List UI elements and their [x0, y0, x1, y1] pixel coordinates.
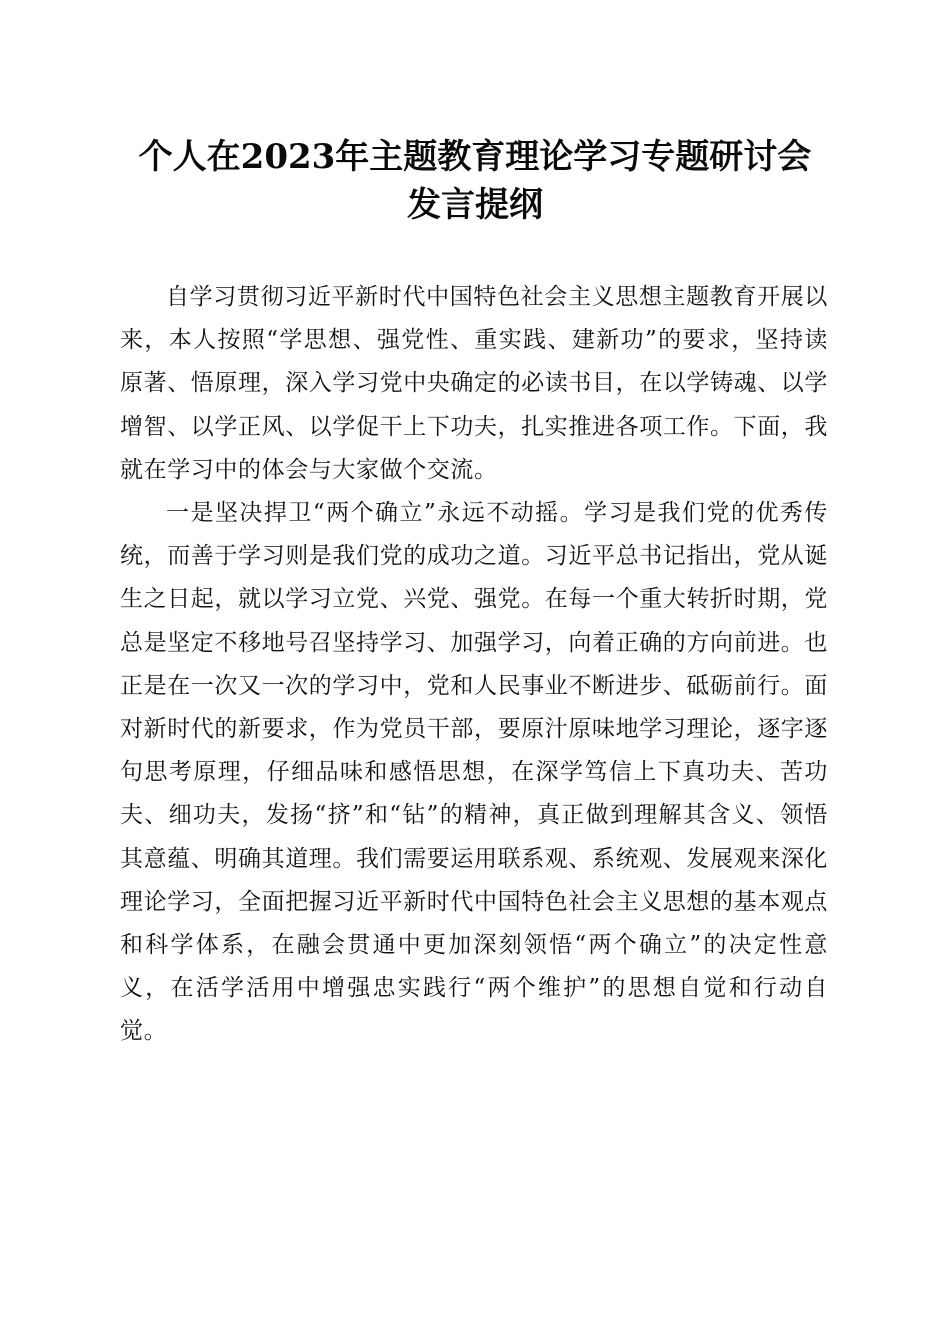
- paragraph-point-one: [120, 492, 828, 1054]
- paragraph-text: 学习是我们党的优秀传统，而善于学习则是我们党的成功之道。习近平总书记指出，党从诞生之日起，就以学习立党、兴党、强党。在每一个重大转折时期，党总是坚定不移地号召坚持学习、加强学习，向着正确的方向前进。也正是在一次又一次的学习中，党和人民事业不断进步、砥砺前行。面对新时代的新要求，作为党员干部，要原汁原味地学习理论，逐字逐句思考原理，仔细品味和感悟思想，在深学笃信上下真功夫、苦功夫、细功夫，发扬“挤”和“钻”的精神，真正做到理解其含义、领悟其意蕴、明确其道理。我们需要运用联系观、系统观、发展观来深化理论学习，全面把握习近平新时代中国特色社会主义思想的基本观点和科学体系，在融会贯通中更加深刻领悟“两个确立”的决定性意义，在活学活用中增强忠实践行“两个维护”的思想自觉和行动自觉。: [120, 500, 829, 1045]
- title-line-1: 个人在2023年主题教育理论学习专题研讨会: [138, 137, 812, 177]
- paragraph-intro: [120, 276, 828, 492]
- document-title: [100, 133, 850, 229]
- paragraph-lead-heading: 一是坚决捍卫“两个确立”永远不动摇。: [166, 500, 585, 527]
- title-line-2: 发言提纲: [407, 185, 543, 225]
- document-body: [120, 276, 828, 1054]
- paragraph-text: 自学习贯彻习近平新时代中国特色社会主义思想主题教育开展以来，本人按照“学思想、强党性、重实践、建新功”的要求，坚持读原著、悟原理，深入学习党中央确定的必读书目，在以学铸魂、以学增智、以学正风、以学促干上下功夫，扎实推进各项工作。下面，我就在学习中的体会与大家做个交流。: [120, 284, 828, 483]
